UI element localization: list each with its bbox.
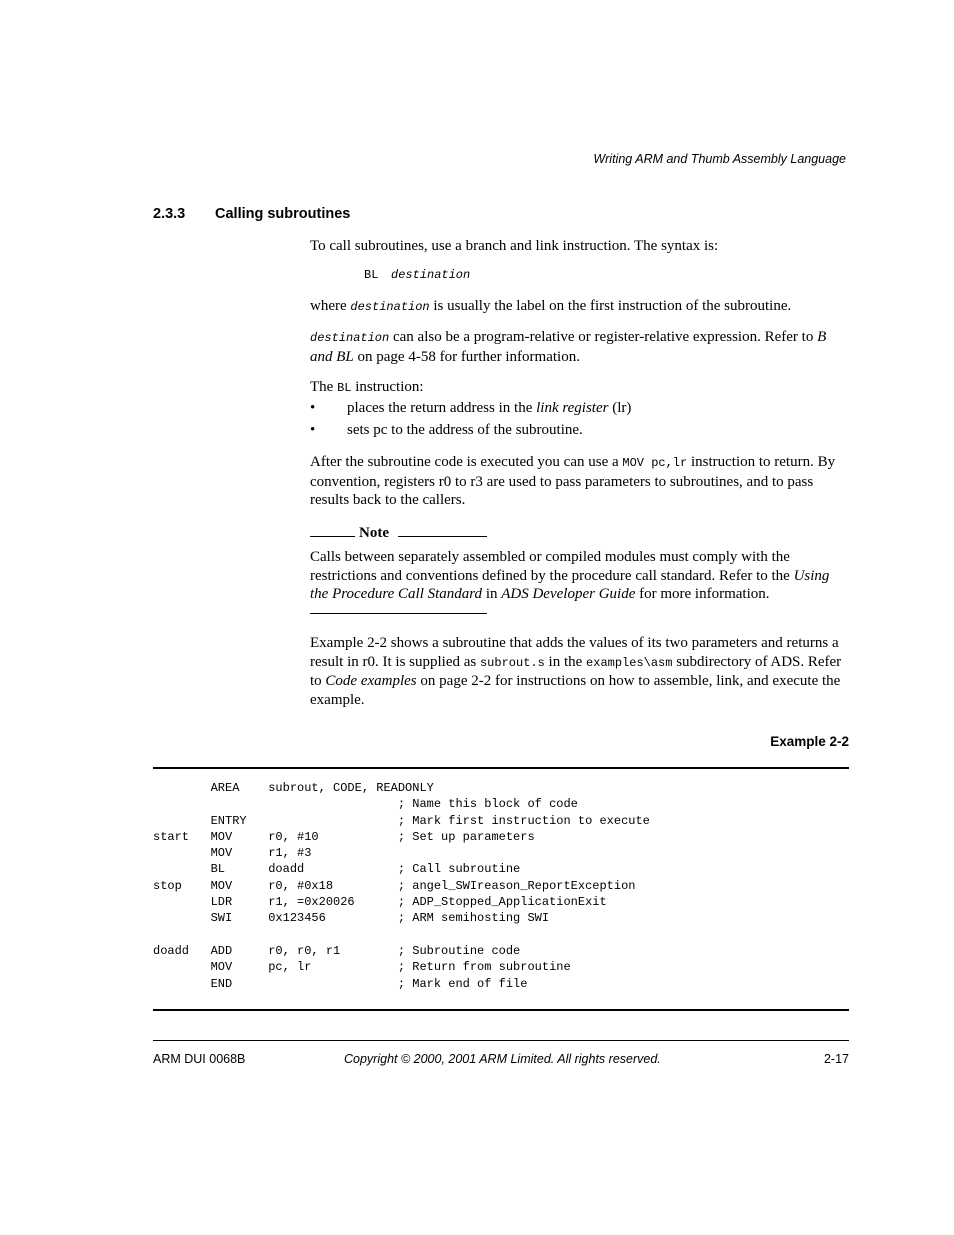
bl-text-post: instruction: (351, 379, 424, 395)
bl-paragraph (310, 378, 850, 398)
where-paragraph (310, 297, 850, 317)
note-label: Note (359, 525, 389, 541)
developer-guide-link[interactable]: ADS Developer Guide (501, 586, 636, 602)
bullet-text: sets pc to the address of the subroutine. (347, 422, 583, 438)
where-text-post: is usually the label on the first instruction of the subroutine. (429, 298, 792, 314)
section-title: Calling subroutines (215, 206, 351, 222)
destination-paragraph (310, 328, 850, 366)
bullet-icon: • (310, 422, 316, 438)
destination-code: destination (310, 331, 390, 345)
b-and-bl-link[interactable]: B and BL (310, 329, 827, 365)
example-text-2: in the (544, 653, 587, 670)
bullet-icon: • (310, 400, 316, 416)
code-listing: AREA subrout, CODE, READONLY ; Name this block of code ENTRY ; Mark first instruction to execute start MOV r0, #10 ; Set up parameters MOV r1, #3 BL doadd ; Call subroutine stop MOV r0, #0x18 ; angel_SWIreason_ReportException LDR r1, =0x20026 ; ADP_Stopped_ApplicationExit SWI 0x123456 ; ARM semihosting SWI doadd ADD r0, r0, r1 ; Subroutine code MOV pc, lr ; Return from subroutine END ; Mark end of file (153, 781, 650, 991)
bullet-text-pre: places the return address in the (347, 400, 537, 416)
syntax-operand: destination (391, 268, 471, 282)
note-paragraph (310, 548, 850, 604)
section-number: 2.3.3 (153, 206, 186, 222)
destination-text-2: on page 4-58 for further information. (353, 348, 580, 365)
where-text-pre: where (310, 298, 351, 314)
note-rule-bottom (310, 613, 487, 614)
after-paragraph (310, 453, 850, 510)
note-rule-right (398, 536, 487, 537)
note-text-2: in (482, 586, 502, 602)
intro-paragraph: To call subroutines, use a branch and link instruction. The syntax is: (310, 238, 719, 254)
example-text-1: Example 2-2 shows a subroutine that adds the values of its two parameters and returns a result in r0. It is supplied as (310, 635, 839, 670)
example-text-4: on page 2-2 for instructions on how to assemble, link, and execute the example. (310, 673, 841, 708)
section-heading (153, 206, 350, 222)
list-item (310, 399, 850, 418)
code-rule-bottom (153, 1009, 849, 1011)
code-rule-top (153, 767, 849, 769)
list-item (310, 421, 850, 440)
example-title: Example 2-2 (770, 734, 849, 749)
after-text-post: instruction to return. By convention, registers r0 to r3 are used to pass parameters to subroutines, and to pass results back to the callers. (310, 454, 836, 508)
note-text-3: for more information. (635, 586, 770, 602)
bl-text-pre: The (310, 379, 338, 395)
syntax-keyword: BL (364, 268, 379, 282)
example-code-file: subrout.s (479, 655, 545, 670)
example-text-3: subdirectory of ADS. Refer to (310, 653, 842, 689)
destination-text-1: can also be a program-relative or register-relative expression. Refer to (389, 329, 818, 345)
bullet-italic: link register (536, 400, 609, 416)
after-code: MOV pc,lr (622, 456, 688, 470)
footer-copyright: Copyright © 2000, 2001 ARM Limited. All rights reserved. (344, 1052, 661, 1066)
running-header: Writing ARM and Thumb Assembly Language (593, 152, 846, 166)
after-text-pre: After the subroutine code is executed you can use a (310, 454, 623, 470)
code-examples-link[interactable]: Code examples (325, 673, 417, 689)
example-paragraph (310, 634, 850, 709)
syntax-line (364, 268, 470, 282)
bullet-text (347, 399, 631, 418)
bullet-text-post: (lr) (608, 400, 632, 416)
bl-code: BL (337, 381, 352, 395)
note-rule-left (310, 536, 355, 537)
note-text-1: Calls between separately assembled or compiled modules must comply with the restrictions and conventions defined by the procedure call standard. Refer to the (310, 549, 794, 584)
footer-doc-id: ARM DUI 0068B (153, 1052, 246, 1066)
footer-rule (153, 1040, 849, 1041)
procedure-call-standard-link[interactable]: Using the Procedure Call Standard (310, 567, 830, 602)
example-code-dir: examples\asm (586, 655, 673, 670)
where-code: destination (350, 300, 430, 314)
footer-page-number: 2-17 (823, 1052, 849, 1066)
